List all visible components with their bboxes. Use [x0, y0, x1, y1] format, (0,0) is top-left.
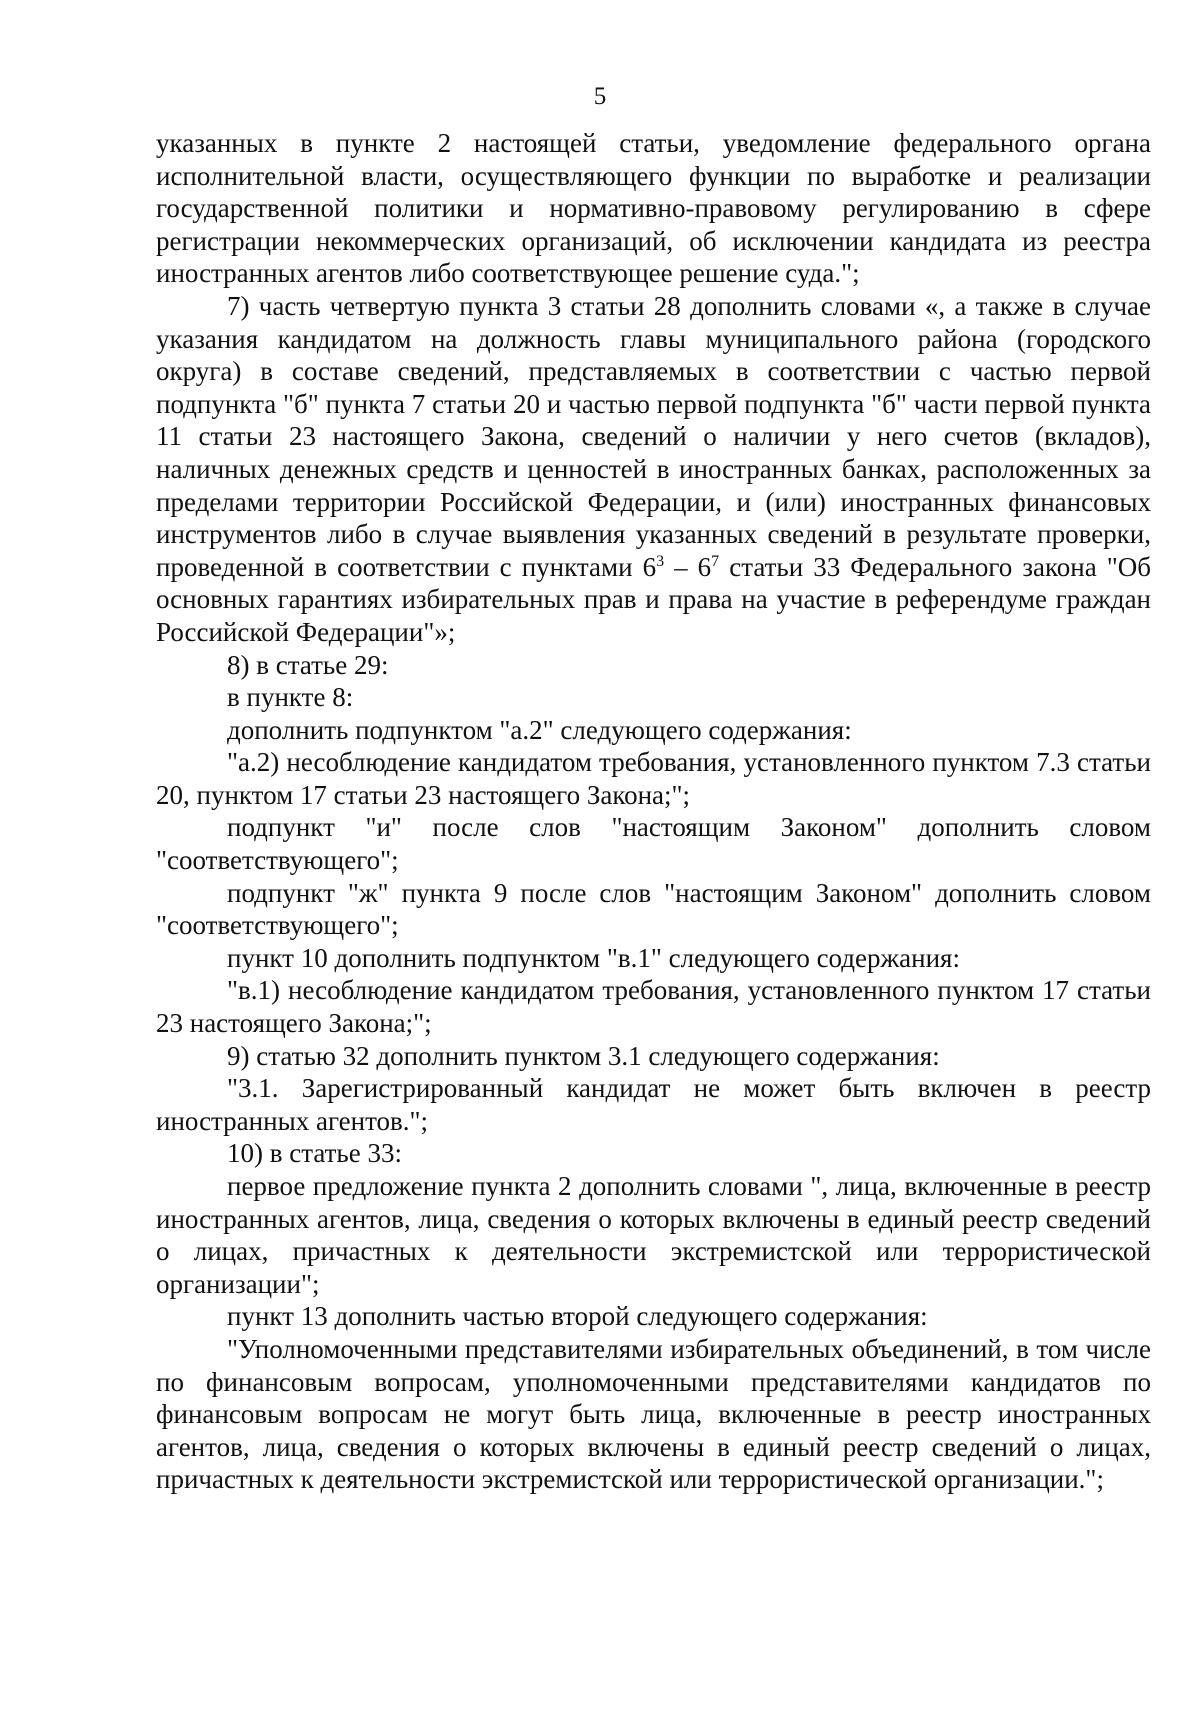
superscript-3: 3	[656, 552, 665, 570]
paragraph-item-7	[156, 290, 1151, 649]
paragraph-item-8: 8) в статье 29:	[227, 649, 389, 680]
paragraph-v1-text: "в.1) несоблюдение кандидатом требования, установленного пунктом 17 статьи 23 настоящего Закона;";	[156, 975, 1151, 1039]
paragraph-point-2: первое предложение пункта 2 дополнить словами ", лица, включенные в реестр иностранных агентов, лица, сведения о которых включены в единый реестр сведений о лицах, причастных к деятельности экстремистской или террористической организации";	[156, 1171, 1151, 1299]
page-number: 5	[593, 83, 607, 110]
paragraph-3-1-text: "3.1. Зарегистрированный кандидат не может быть включен в реестр иностранных агентов.";	[156, 1073, 1151, 1136]
paragraph-item-7-text: 7) часть четвертую пункта 3 статьи 28 дополнить словами «, а также в случае указания кандидатом на должность главы муниципального района (городского округа) в составе сведений, представляемых в соответствии с частью первой подпункта "б" пункта 7 статьи 20 и частью первой подпункта "б" части первой пункта 11 статьи 23 настоящего Закона, сведений о наличии у него счетов (вкладов), наличных денежных средств и ценностей в иностранных банках, расположенных за пределами территории Российской Федерации, и (или) иностранных финансовых инструментов либо в случае выявления указанных сведений в результате проверки, проведенной в соответствии с пунктами 6	[156, 290, 1151, 582]
paragraph-continuation: указанных в пункте 2 настоящей статьи, уведомление федерального органа исполнительной власти, осуществляющего функции по выработке и реализации государственной политики и нормативно-правовому регулированию в сфере регистрации некоммерческих организаций, об исключении кандидата из реестра иностранных агентов либо соответствующее решение суда.";	[156, 128, 1151, 289]
paragraph-subpoint-zh: подпункт "ж" пункта 9 после слов "настоящим Законом" дополнить словом "соответствующего";	[156, 877, 1151, 941]
paragraph-add-a2: дополнить подпунктом "а.2" следующего содержания:	[227, 714, 852, 745]
paragraph-a2-text: "а.2) несоблюдение кандидатом требования, установленного пунктом 7.3 статьи 20, пунктом 17 статьи 23 настоящего Закона;";	[156, 747, 1151, 810]
paragraph-representatives-text: "Уполномоченными представителями избирательных объединений, в том числе по финансовым вопросам, уполномоченными представителями кандидатов по финансовым вопросам не могут быть лица, включенные в реестр иностранных агентов, лица, сведения о которых включены в единый реестр сведений о лицах, причастных к деятельности экстремистской или террористической организации.";	[156, 1333, 1151, 1495]
paragraph-point-10: пункт 10 дополнить подпунктом "в.1" следующего содержания:	[227, 942, 960, 973]
paragraph-point-13: пункт 13 дополнить частью второй следующего содержания:	[227, 1301, 928, 1332]
superscript-7: 7	[711, 552, 720, 570]
paragraph-subpoint-i: подпункт "и" после слов "настоящим Законом" дополнить словом "соответствующего";	[156, 812, 1151, 876]
paragraph-point-8: в пункте 8:	[227, 682, 354, 713]
range-dash: – 6	[664, 551, 712, 582]
paragraph-item-10: 10) в статье 33:	[227, 1138, 402, 1169]
document-body	[156, 127, 1151, 1496]
paragraph-item-9: 9) статью 32 дополнить пунктом 3.1 следующего содержания:	[227, 1040, 940, 1071]
paragraph-item-7-tail: статьи 33 Федерального закона "Об основных гарантиях избирательных прав и права на участие в референдуме граждан Российской Федерации"»;	[156, 551, 1151, 647]
